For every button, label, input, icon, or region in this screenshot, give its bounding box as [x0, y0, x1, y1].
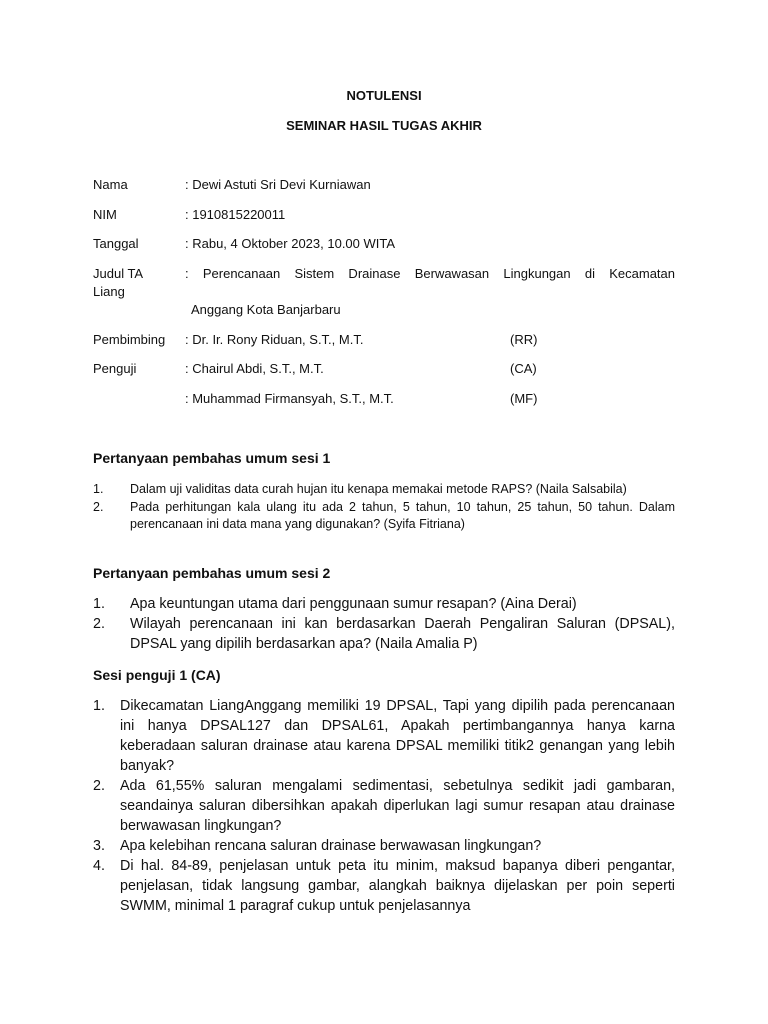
- info-label-judul: Judul TA: [93, 266, 144, 281]
- list-item-text: Pada perhitungan kala ulang itu ada 2 tahun, 5 tahun, 10 tahun, 25 tahun, 50 tahun. Dalam perencanaan ini data mana yang digunakan? (Syifa Fitriana): [130, 500, 675, 531]
- info-label-nama: Nama: [93, 177, 128, 192]
- question-list-sesi-2: [93, 594, 675, 654]
- info-label-pembimbing: Pembimbing: [93, 332, 166, 347]
- list-item: [93, 614, 675, 654]
- list-item: [93, 696, 675, 776]
- list-item-text: Apa kelebihan rencana saluran drainase berwawasan lingkungan?: [120, 838, 542, 854]
- document-subtitle: SEMINAR HASIL TUGAS AKHIR: [286, 118, 482, 133]
- info-value-judul-line2: Anggang Kota Banjarbaru: [191, 302, 341, 317]
- info-value-nim: : 1910815220011: [185, 207, 286, 222]
- list-item-text: Apa keuntungan utama dari penggunaan sumur resapan? (Aina Derai): [130, 596, 577, 612]
- list-item-number: 1.: [93, 698, 105, 714]
- list-item-number: 1.: [93, 596, 105, 612]
- list-item-number: 2.: [93, 778, 105, 794]
- list-item-number: 1.: [93, 482, 104, 496]
- info-value-tanggal: : Rabu, 4 Oktober 2023, 10.00 WITA: [185, 236, 396, 251]
- info-value-penguji-2: : Muhammad Firmansyah, S.T., M.T.: [185, 391, 394, 406]
- list-item-number: 2.: [93, 616, 105, 632]
- list-item: [93, 856, 675, 916]
- list-item: [93, 499, 675, 533]
- info-value-nama: : Dewi Astuti Sri Devi Kurniawan: [185, 177, 371, 192]
- info-code-pembimbing: (RR): [510, 332, 538, 347]
- info-label-tanggal: Tanggal: [93, 236, 139, 251]
- list-item-text: Dikecamatan LiangAnggang memiliki 19 DPSAL, Tapi yang dipilih pada perencanaan ini hanya DPSAL127 dan DPSAL61, Apakah pertimbangannya hanya karna keberadaan saluran drainase atau karena DPSAL memiliki titik2 genangan yang lebih banyak?: [120, 698, 675, 774]
- list-item: [93, 836, 675, 856]
- list-item: [93, 594, 675, 614]
- question-list-sesi-1: [93, 481, 675, 533]
- list-item: [93, 481, 675, 498]
- section-heading-sesi-1: Pertanyaan pembahas umum sesi 1: [93, 450, 331, 466]
- info-code-penguji-2: (MF): [510, 391, 538, 406]
- list-item-number: 4.: [93, 858, 105, 874]
- list-item-text: Dalam uji validitas data curah hujan itu kenapa memakai metode RAPS? (Naila Salsabila): [130, 482, 627, 496]
- info-label-judul-cont: Liang: [93, 284, 125, 299]
- list-item-number: 2.: [93, 500, 104, 514]
- info-value-pembimbing: : Dr. Ir. Rony Riduan, S.T., M.T.: [185, 332, 364, 347]
- info-label-penguji: Penguji: [93, 361, 137, 376]
- question-list-penguji-1: [93, 696, 675, 916]
- list-item-text: Ada 61,55% saluran mengalami sedimentasi, sebetulnya sedikit jadi gambaran, seandainya saluran dibersihkan apakah diperlukan lagi sumur resapan atau drainase berwawasan lingkungan?: [120, 778, 675, 834]
- info-label-nim: NIM: [93, 207, 117, 222]
- list-item: [93, 776, 675, 836]
- info-code-penguji-1: (CA): [510, 361, 537, 376]
- list-item-number: 3.: [93, 838, 105, 854]
- section-heading-sesi-2: Pertanyaan pembahas umum sesi 2: [93, 565, 331, 581]
- list-item-text: Wilayah perencanaan ini kan berdasarkan Daerah Pengaliran Saluran (DPSAL), DPSAL yang dipilih berdasarkan apa? (Naila Amalia P): [130, 616, 675, 652]
- list-item-text: Di hal. 84-89, penjelasan untuk peta itu minim, maksud bapanya diberi pengantar, penjelasan, tidak langsung gambar, alangkah baiknya dijelaskan per poin seperti SWMM, minimal 1 paragraf cukup untuk penjelasannya: [120, 858, 675, 914]
- section-heading-penguji-1: Sesi penguji 1 (CA): [93, 667, 221, 683]
- document-title: NOTULENSI: [346, 88, 422, 103]
- info-value-penguji-1: : Chairul Abdi, S.T., M.T.: [185, 361, 324, 376]
- info-value-judul-line1: : Perencanaan Sistem Drainase Berwawasan Lingkungan di Kecamatan: [185, 266, 675, 281]
